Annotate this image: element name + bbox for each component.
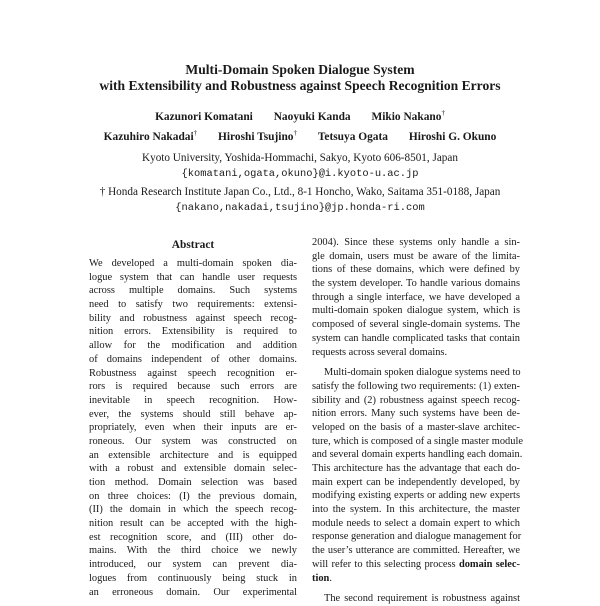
affiliation-email: {komatani,ogata,okuno}@i.kyoto-u.ac.jp (181, 168, 419, 180)
text-line: and several domain experts handling each domain. (312, 449, 523, 461)
affiliation-kyoto (0, 150, 600, 182)
text-line: tions of these domains, which were defined by (312, 264, 520, 276)
text-line: with a robust and extensible domain selec- (89, 463, 297, 475)
text-line: ever, the systems should still behave ap- (89, 408, 297, 420)
text-line: roneous. Our system was constructed on (89, 435, 297, 447)
text-line: an extensible architecture and is equipped (89, 449, 297, 461)
author: Tetsuya Ogata (317, 130, 388, 143)
text-line: need to satisfy two requirements: extensi- (89, 299, 297, 311)
text-line: response generation and dialogue management for (312, 531, 522, 543)
text-line: 2004). Since these systems only handle a sin- (312, 237, 520, 248)
body-column (312, 236, 523, 606)
text-line: nition result can be accepted with the high- (89, 518, 297, 530)
author: Naoyuki Kanda (273, 110, 351, 123)
text-line: logues from continuously being stuck in (89, 572, 297, 584)
text-line: requests across several domains. (312, 346, 448, 358)
text-line: satisfy the following two requirements: (1) exten- (312, 380, 520, 392)
text-line: the system developer. To handle various domains (312, 278, 520, 290)
text-line: introduced, our system can prevent dia- (89, 559, 297, 571)
text-line: through a single interface, we have developed a (312, 291, 520, 303)
author: Kazuhiro Nakadai† (103, 128, 198, 143)
text-line: tion method. Domain selection was based (89, 477, 297, 488)
body-paragraph-2 (312, 366, 523, 571)
abstract-body (89, 257, 297, 599)
abstract-column (89, 236, 297, 599)
text-line: mains. With the third choice we newly (89, 545, 297, 557)
bold-term: domain selec- (458, 558, 520, 570)
text-line: inevitable in speech recognition. How- (89, 394, 297, 406)
text-line: The second requirement is robustness against (324, 593, 520, 605)
affiliation-address: Kyoto University, Yoshida-Hommachi, Sakyo, Kyoto 606-8501, Japan (142, 152, 458, 164)
text-line: on three choices: (I) the previous domain, (89, 490, 297, 502)
text-line: of domains independent of other domains. (89, 353, 297, 365)
affiliation-honda (0, 184, 600, 216)
text-line: Multi-domain spoken dialogue systems need to (324, 367, 521, 379)
affiliation-email: {nakano,nakadai,tsujino}@jp.honda-ri.com (175, 202, 425, 214)
affiliation-address: † Honda Research Institute Japan Co., Ltd., 8-1 Honcho, Wako, Saitama 351-0188, Japan (99, 186, 501, 198)
author: Hiroshi Tsujino† (218, 128, 297, 143)
text-line: allow for the modification and addition (89, 340, 297, 352)
paper-title (0, 62, 600, 94)
text-line: into the system. In this architecture, the master (312, 504, 520, 516)
text-line: will refer to this selecting process domain selec- (312, 558, 520, 570)
text-line: sibility and (2) robustness against speech recog- (312, 394, 520, 406)
text-line: main expert can be independently developed, by (312, 476, 520, 488)
author: Kazunori Komatani (155, 110, 253, 123)
title-line-1: Multi-Domain Spoken Dialogue System (185, 62, 415, 77)
text-line: We developed a multi-domain spoken dia- (89, 258, 297, 269)
text-line: Robustness against speech recognition er- (89, 367, 297, 379)
text-line: tion. (312, 572, 332, 584)
text-line: This architecture has the advantage that each do- (312, 463, 520, 474)
text-line: logue system that can handle user requests (89, 271, 297, 283)
author-row-1 (0, 105, 600, 125)
body-paragraph-1 (312, 236, 520, 359)
text-line: module needs to select a domain expert to which (312, 517, 520, 529)
text-line: gle domain, users must be aware of the limita- (312, 250, 520, 262)
text-line: nition errors. Many such systems have been de- (312, 408, 520, 420)
abstract-heading: Abstract (171, 239, 215, 251)
text-line: rors is required because such errors are (89, 381, 297, 393)
text-line: propriately, even when their inputs are er- (89, 422, 297, 434)
text-line: the user’s utterance are committed. Hereafter, we (312, 545, 520, 557)
text-line: modifying existing experts or adding new experts (312, 490, 520, 502)
text-line: (II) the domain in which the speech recog- (89, 504, 297, 516)
text-line: composed of several single-domain systems. The (312, 319, 520, 331)
author: Mikio Nakano† (371, 109, 445, 123)
text-line: across multiple domains. Such systems (89, 285, 297, 297)
text-line: an erroneous domain. Our experimental (89, 586, 297, 598)
text-line: ture, which is composed of a single master module (312, 435, 523, 447)
text-line: nition errors. Extensibility is required to (89, 326, 297, 338)
text-line: est recognition score, and (III) other do- (89, 531, 297, 543)
text-line: veloped on the basis of a master-slave architec- (312, 421, 520, 433)
text-line: system can handle complicated tasks that contain (312, 332, 520, 344)
title-line-2: with Extensibility and Robustness against Speech Recognition Errors (99, 78, 501, 93)
bold-term: tion (312, 572, 330, 584)
author: Hiroshi G. Okuno (408, 130, 497, 143)
author-row-2 (0, 125, 600, 145)
text-line: bility and robustness against speech recog- (89, 312, 297, 324)
author-list (0, 105, 600, 145)
text-line: multi-domain spoken dialogue system, which is (312, 305, 520, 317)
